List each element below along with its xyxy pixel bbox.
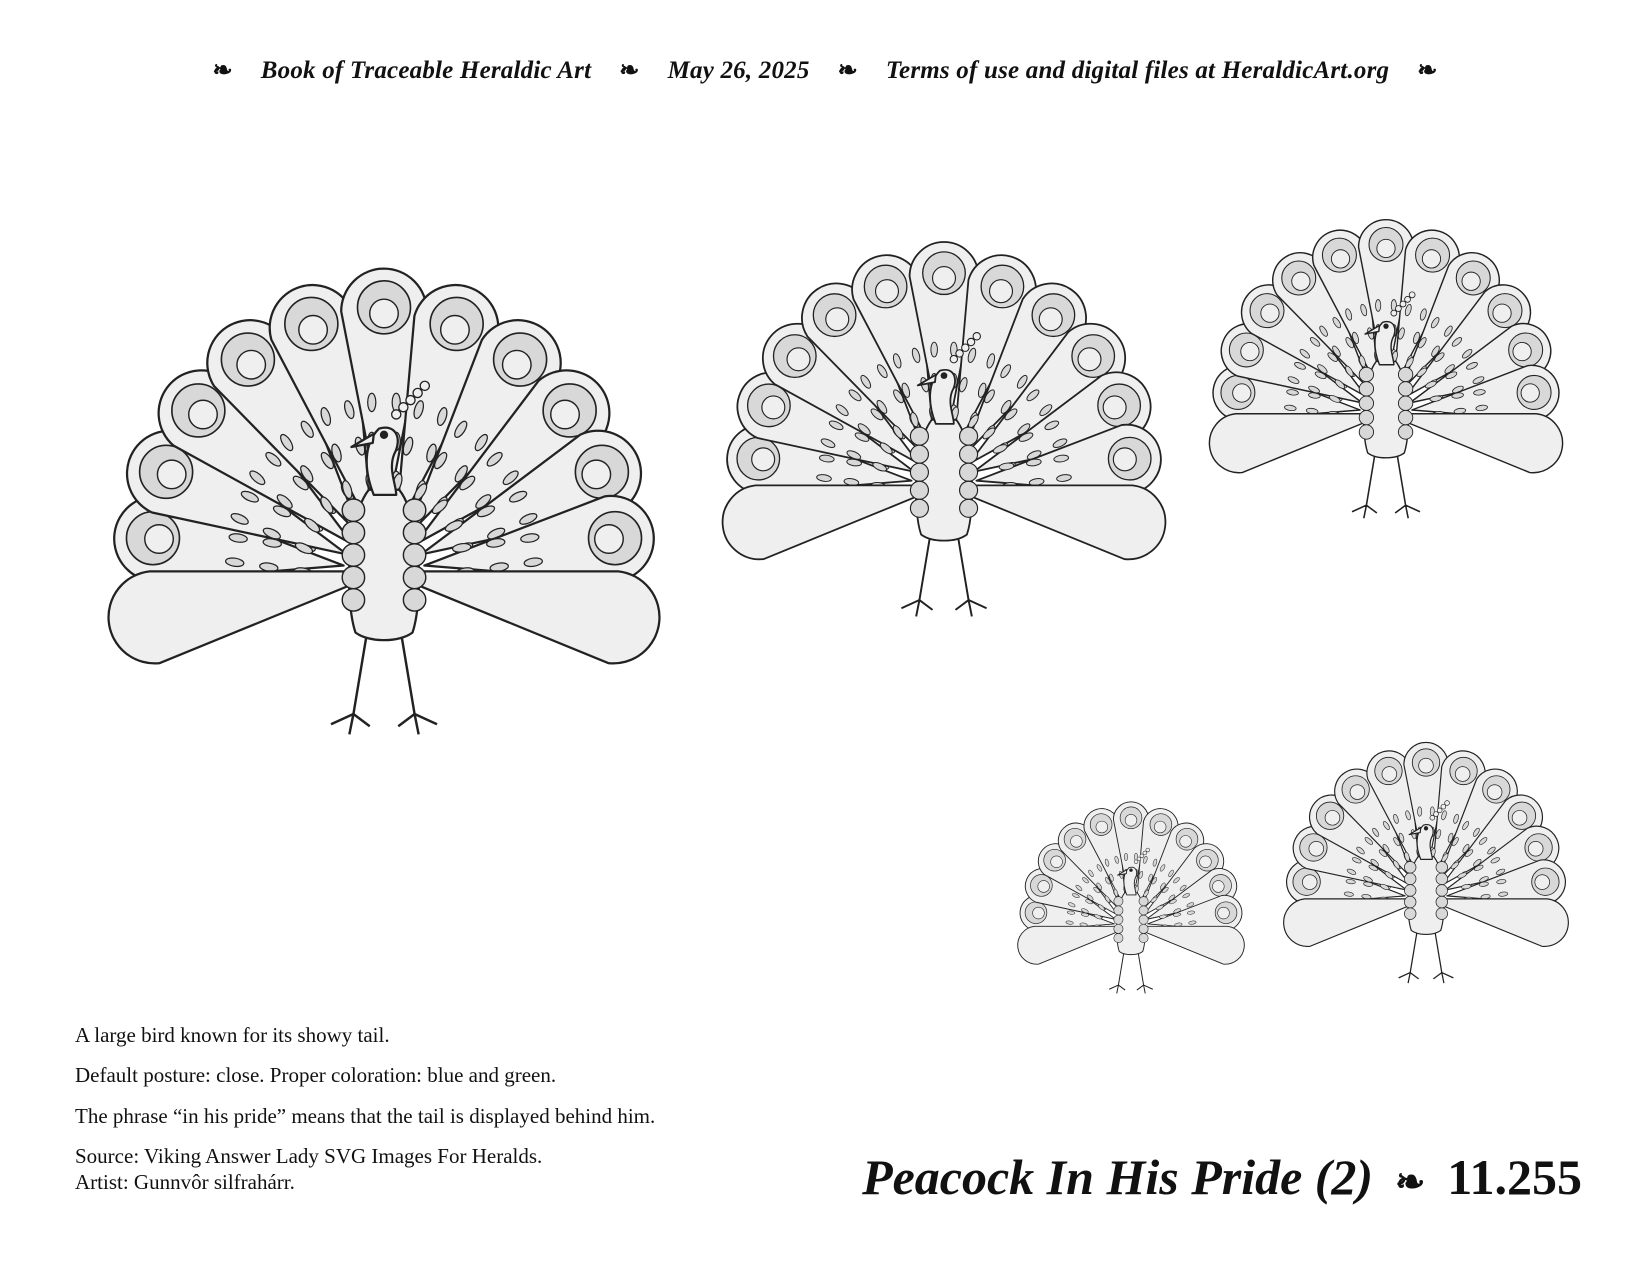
wing-scale [1359,382,1373,396]
feather-eye-inner [299,316,328,345]
wing-scale [342,589,364,611]
crest-plume [950,355,957,362]
peacock-eye [1130,869,1133,872]
crest-plume [956,350,963,357]
feather-eye-inner [189,400,218,429]
wing-scale [1404,908,1416,920]
wing-scale [342,544,364,566]
crest-plume [1137,857,1141,861]
wing-scale [1404,861,1416,873]
fleuron-icon: ❧ [212,58,233,84]
wing-scale [403,499,425,521]
tail-feather [384,571,659,663]
feather-eye-inner [582,460,611,489]
wing-scale [403,521,425,543]
description-line: A large bird known for its showy tail. [75,1023,390,1047]
wing-scale [1404,885,1416,897]
wing-scale [403,544,425,566]
wing-scale [960,463,978,481]
feather-eye-inner [752,448,775,471]
feather-eye-inner [1462,272,1480,290]
wing-scale [1398,425,1412,439]
wing-scale [1398,367,1412,381]
wing-scale [1404,873,1416,885]
crest-plume [1430,815,1435,820]
feather-eye-inner [1513,342,1531,360]
feather-eye-inner [1200,856,1212,868]
wing-scale [960,499,978,517]
fleuron-icon: ❧ [837,58,858,84]
feather-eye-inner [1078,348,1101,371]
charge-number: 11.255 [1447,1149,1582,1205]
wing-scale [342,499,364,521]
fleuron-icon: ❧ [619,58,640,84]
feather-eye-inner [1302,875,1317,890]
crest-plume [392,410,401,419]
feather-eye-inner [933,267,956,290]
feather-eye-inner [1033,907,1045,919]
feather-eye-inner [441,316,470,345]
charge-name: Peacock In His Pride (2) [862,1149,1374,1205]
feather-barb [1376,300,1381,312]
crest-plume [973,333,980,340]
crest-plume [1140,854,1144,858]
feather-eye-inner [1096,821,1108,833]
feather-eye-inner [1382,767,1397,782]
feather-eye-inner [1493,304,1511,322]
peacock-eye [381,432,387,438]
crest-plume [1405,296,1411,302]
description-line: Default posture: close. Proper coloration: blue and green. [75,1063,557,1088]
tail-feather [723,485,944,559]
feather-eye-inner [1241,342,1259,360]
source-credit: Source: Viking Answer Lady SVG Images For Heralds. [75,1143,543,1168]
wing-scale [1139,906,1148,915]
header-date: May 26, 2025 [667,56,810,84]
feather-eye-inner [787,348,810,371]
feather-eye-inner [145,525,174,554]
peacock-illustration-small-2 [1268,725,1584,999]
wing-scale [1114,915,1123,924]
tail-feather [1209,414,1386,473]
wing-scale [403,589,425,611]
peacock-illustration-medium [698,215,1190,641]
feather-eye-inner [157,460,186,489]
feather-eye-inner [1125,814,1137,826]
book-title: Book of Traceable Heraldic Art [260,56,592,84]
tail-feather [1018,926,1131,964]
wing-scale [1436,873,1448,885]
feather-eye-inner [1419,758,1434,773]
feather-eye-inner [1521,384,1539,402]
crest-plume [406,396,415,405]
feather-eye-inner [1038,881,1050,893]
wing-scale [342,521,364,543]
crest-plume [1143,851,1147,855]
feather-eye-inner [551,400,580,429]
feather-eye-inner [1212,881,1224,893]
feather-eye-inner [1233,384,1251,402]
feather-eye-inner [762,396,785,419]
feather-eye-inner [876,280,899,303]
feather-barb [1418,807,1422,816]
wing-scale [1398,382,1412,396]
feather-eye-inner [1422,250,1440,268]
feather-barb [931,342,938,357]
tail-feather [944,485,1165,559]
peacock-illustration-large [78,235,690,765]
tail-feather [1284,899,1426,947]
feather-eye-inner [1154,821,1166,833]
crest-plume [967,338,974,345]
wing-scale [960,481,978,499]
feather-eye-inner [1071,835,1083,847]
page-title [862,1148,1582,1206]
wing-scale [910,499,928,517]
wing-scale [1139,915,1148,924]
feather-eye-inner [595,525,624,554]
description-line: The phrase “in his pride” means that the tail is displayed behind him. [75,1103,656,1128]
crest-plume [1146,848,1150,852]
feather-eye-inner [1113,448,1136,471]
crest-plume [1441,804,1446,809]
feather-eye-inner [1528,841,1543,856]
feather-eye-inner [1487,785,1502,800]
crest-plume [1409,292,1415,298]
feather-eye-inner [1103,396,1126,419]
wing-scale [342,566,364,588]
feather-eye-inner [1261,304,1279,322]
feather-eye-inner [1292,272,1310,290]
wing-scale [1436,908,1448,920]
wing-scale [1359,410,1373,424]
crest-plume [1434,812,1439,817]
crest-plume [1134,860,1138,864]
crest-plume [1445,801,1450,806]
page-header [0,56,1650,85]
wing-scale [1398,410,1412,424]
tail-feather [1426,899,1568,947]
terms-of-use: Terms of use and digital files at HeraldicArt.org [885,56,1390,84]
wing-scale [1139,933,1148,942]
wing-scale [1114,897,1123,906]
artist-credit: Artist: Gunnvôr silfrahárr. [75,1170,295,1194]
peacock-eye [1424,827,1427,830]
wing-scale [1359,367,1373,381]
peacock-eye [942,373,947,378]
feather-eye-inner [826,308,849,331]
wing-scale [1114,924,1123,933]
tail-feather [1386,414,1563,473]
feather-barb [368,393,376,411]
feather-eye-inner [1039,308,1062,331]
tail-feather [109,571,384,663]
feather-eye-inner [1051,856,1063,868]
crest-plume [1437,808,1442,813]
wing-scale [910,463,928,481]
wing-scale [960,445,978,463]
feather-eye-inner [1325,810,1340,825]
wing-scale [910,481,928,499]
wing-scale [1114,906,1123,915]
wing-scale [1436,896,1448,908]
wing-scale [1436,861,1448,873]
feather-eye-inner [503,350,532,379]
feather-eye-inner [1512,810,1527,825]
wing-scale [910,427,928,445]
wing-scale [403,566,425,588]
feather-barb [1124,853,1127,861]
feather-eye-inner [1218,907,1230,919]
feather-eye-inner [1455,767,1470,782]
peacock-illustration-small-1 [1190,198,1582,538]
wing-scale [1114,933,1123,942]
wing-scale [1359,425,1373,439]
fleuron-icon: ❧ [1417,58,1438,84]
tail-feather [1131,926,1244,964]
wing-scale [1139,897,1148,906]
wing-scale [960,427,978,445]
fleuron-icon: ❧ [1395,1162,1426,1202]
crest-plume [420,381,429,390]
crest-plume [1400,301,1406,307]
peacock-eye [1384,324,1388,328]
feather-eye-inner [1309,841,1324,856]
feather-eye-inner [1331,250,1349,268]
crest-plume [962,344,969,351]
wing-scale [1359,396,1373,410]
feather-eye-inner [1350,785,1365,800]
wing-scale [1436,885,1448,897]
feather-eye-inner [1535,875,1550,890]
crest-plume [399,403,408,412]
peacock-illustration-smallest [1005,788,1257,1006]
crest-plume [413,388,422,397]
crest-plume [1391,310,1397,316]
feather-eye-inner [1180,835,1192,847]
wing-scale [1139,924,1148,933]
description-block [75,1022,835,1195]
wing-scale [910,445,928,463]
crest-plume [1395,306,1401,312]
feather-eye-inner [370,299,399,328]
feather-eye-inner [990,280,1013,303]
feather-eye-inner [1377,239,1395,257]
wing-scale [1398,396,1412,410]
wing-scale [1404,896,1416,908]
feather-eye-inner [237,350,266,379]
